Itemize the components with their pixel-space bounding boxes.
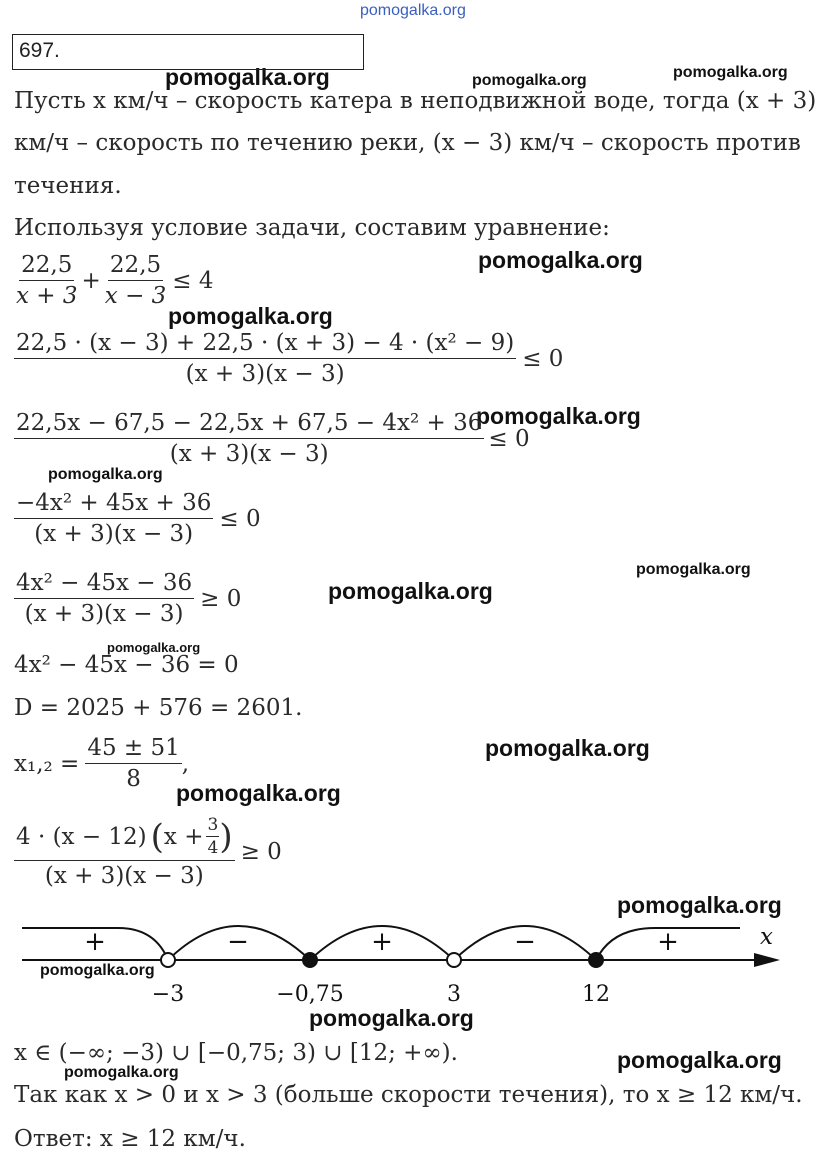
intro-line-2: км/ч – скорость по течению реки, (x − 3) км/ч – скорость против	[14, 130, 801, 156]
watermark: pomogalka.org	[107, 640, 201, 655]
watermark: pomogalka.org	[636, 561, 751, 578]
watermark: pomogalka.org	[64, 1064, 179, 1081]
watermark: pomogalka.org	[165, 64, 330, 90]
relation: ≥ 0	[240, 839, 282, 865]
intro-line-3: течения.	[14, 173, 122, 199]
watermark: pomogalka.org	[309, 1005, 474, 1031]
roots-formula	[14, 735, 189, 792]
relation: ≤ 0	[488, 425, 530, 452]
numerator: 45 ± 51	[85, 735, 181, 764]
watermark: pomogalka.org	[360, 2, 466, 19]
sign-interval-4: −	[514, 927, 536, 957]
problem-header	[12, 34, 364, 70]
equation-7	[14, 815, 282, 889]
numerator: 22,5	[108, 252, 163, 281]
numerator: 4x² − 45x − 36	[14, 570, 194, 599]
equation-4	[14, 490, 261, 547]
fraction	[14, 570, 194, 627]
fraction	[85, 735, 181, 792]
numerator: 22,5x − 67,5 − 22,5x + 67,5 − 4x² + 36	[14, 410, 484, 439]
equation-1	[14, 252, 214, 309]
point-label: 3	[447, 982, 461, 1007]
numerator: 3	[207, 815, 219, 835]
relation: ≤ 0	[522, 345, 564, 372]
factor-b: x +	[163, 823, 204, 850]
point-label: −0,75	[276, 982, 344, 1007]
relation: ≤ 0	[219, 505, 261, 532]
quadratic-equation: 4x² − 45x − 36 = 0	[14, 652, 239, 678]
watermark: pomogalka.org	[617, 892, 782, 918]
point-filled	[589, 953, 603, 967]
number-line	[0, 900, 838, 1010]
solution-set: x ∈ (−∞; −3) ∪ [−0,75; 3) ∪ [12; +∞).	[14, 1040, 458, 1066]
conclusion: Так как x > 0 и x > 3 (больше скорости течения), то x ≥ 12 км/ч.	[14, 1082, 803, 1108]
watermark: pomogalka.org	[478, 247, 643, 273]
roots-lhs: x₁,₂ =	[14, 750, 80, 777]
watermark: pomogalka.org	[472, 72, 587, 89]
sign-interval-3: +	[371, 927, 393, 957]
denominator: 4	[207, 838, 219, 858]
numerator	[14, 815, 235, 861]
fraction	[14, 490, 213, 547]
plus-sign: +	[81, 267, 101, 294]
small-fraction	[206, 815, 219, 858]
point-open	[161, 953, 175, 967]
watermark: pomogalka.org	[176, 780, 341, 806]
answer: Ответ: x ≥ 12 км/ч.	[14, 1126, 246, 1152]
relation: ≥ 0	[200, 585, 242, 612]
point-label: −3	[151, 982, 185, 1007]
watermark: pomogalka.org	[476, 403, 641, 429]
point-filled	[303, 953, 317, 967]
watermark: pomogalka.org	[168, 303, 333, 329]
setup-text: Используя условие задачи, составим уравнение:	[14, 215, 610, 241]
axis-label: x	[760, 924, 773, 950]
sign-interval-5: +	[657, 927, 679, 957]
relation: ≤ 4	[172, 267, 214, 294]
factor-a: 4 · (x − 12)	[16, 823, 147, 850]
denominator: (x + 3)(x − 3)	[24, 601, 184, 627]
roots-comma: ,	[181, 750, 190, 777]
watermark: pomogalka.org	[40, 962, 155, 979]
equation-3	[14, 410, 530, 467]
denominator: x + 3	[16, 283, 78, 309]
denominator: (x + 3)(x − 3)	[169, 441, 329, 467]
denominator: 8	[126, 766, 141, 792]
watermark: pomogalka.org	[48, 466, 163, 483]
fraction	[14, 410, 484, 467]
intro-line-1: Пусть x км/ч – скорость катера в неподвижной воде, тогда (x + 3)	[14, 88, 817, 114]
sign-interval-1: +	[84, 927, 106, 957]
problem-number: 697.	[19, 39, 60, 62]
numerator: −4x² + 45x + 36	[14, 490, 213, 519]
fraction	[14, 815, 235, 889]
denominator: (x + 3)(x − 3)	[44, 863, 204, 889]
watermark: pomogalka.org	[673, 64, 788, 81]
point-open	[447, 953, 461, 967]
watermark: pomogalka.org	[485, 735, 650, 761]
numerator: 22,5	[19, 252, 74, 281]
fraction	[103, 252, 169, 309]
denominator: (x + 3)(x − 3)	[185, 361, 345, 387]
denominator: x − 3	[104, 283, 167, 309]
paren-open: (	[150, 816, 164, 857]
paren-close: )	[219, 816, 233, 857]
numerator: 22,5 · (x − 3) + 22,5 · (x + 3) − 4 · (x² − 9)	[14, 330, 516, 359]
point-label: 12	[582, 982, 610, 1007]
equation-5	[14, 570, 241, 627]
discriminant: D = 2025 + 576 = 2601.	[14, 695, 303, 721]
sign-interval-2: −	[227, 927, 249, 957]
axis-arrow	[754, 953, 780, 967]
equation-2	[14, 330, 563, 387]
fraction	[14, 330, 516, 387]
watermark: pomogalka.org	[617, 1047, 782, 1073]
denominator: (x + 3)(x − 3)	[34, 521, 194, 547]
fraction	[14, 252, 80, 309]
watermark: pomogalka.org	[328, 578, 493, 604]
